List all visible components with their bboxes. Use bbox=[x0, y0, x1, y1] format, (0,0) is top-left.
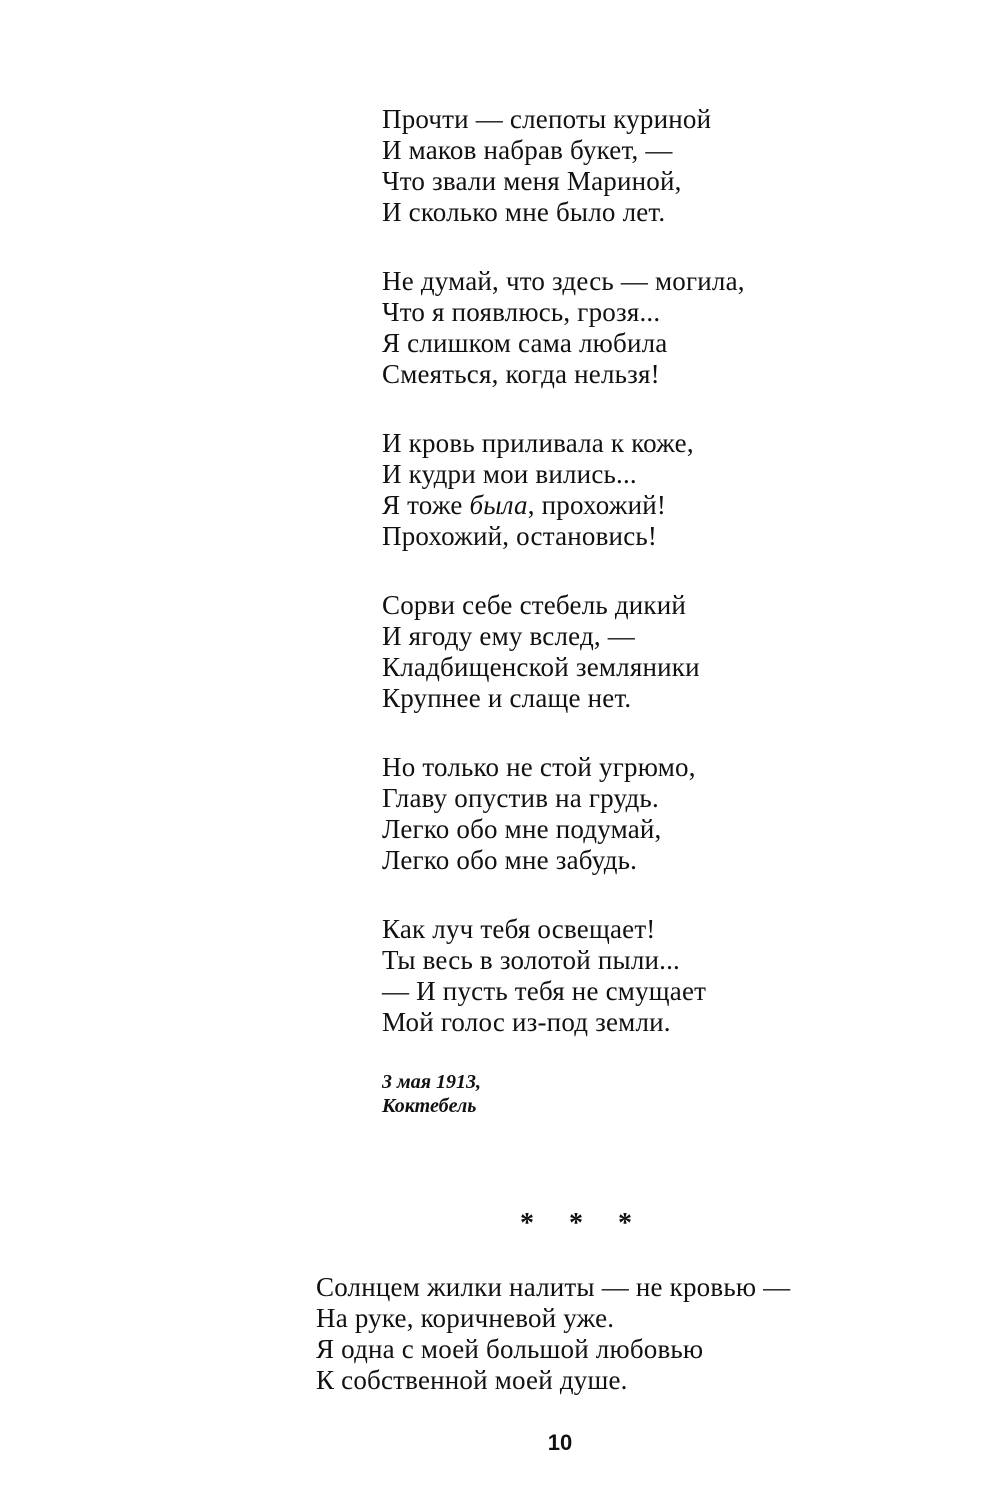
poem-solntsem bbox=[316, 1272, 936, 1396]
poem-date: 3 мая 1913, bbox=[382, 1071, 482, 1093]
poem-line: Легко обо мне подумай, bbox=[382, 814, 662, 844]
poem-line: Что я появлюсь, грозя... bbox=[382, 297, 661, 327]
stanza-5 bbox=[382, 752, 902, 876]
stanza-2 bbox=[382, 266, 902, 390]
poem-line: Сорви себе стебель дикий bbox=[382, 590, 687, 620]
poem-dateline bbox=[382, 1070, 902, 1118]
poem-line-with-italic bbox=[382, 490, 902, 521]
asterism-separator: * * * bbox=[520, 1208, 646, 1239]
poem-line: Но только не стой угрюмо, bbox=[382, 752, 696, 782]
poem-line: Я одна с моей большой любовью bbox=[316, 1334, 704, 1364]
poem-line: Смеяться, когда нельзя! bbox=[382, 359, 660, 389]
stanza-1 bbox=[382, 104, 902, 228]
stanza-6 bbox=[382, 914, 902, 1038]
stanza-3 bbox=[382, 428, 902, 552]
poem-line: И кровь приливала к коже, bbox=[382, 428, 694, 458]
poem-line: Как луч тебя освещает! bbox=[382, 914, 656, 944]
poem-line: Мой голос из-под земли. bbox=[382, 1007, 671, 1037]
poem-line: Солнцем жилки налиты — не кровью — bbox=[316, 1272, 791, 1302]
poem-line: Прохожий, остановись! bbox=[382, 521, 658, 551]
poem-line: И кудри мои вились... bbox=[382, 459, 637, 489]
poem-line: На руке, коричневой уже. bbox=[316, 1303, 615, 1333]
poem-line: И сколько мне было лет. bbox=[382, 197, 666, 227]
poem-line: К собственной моей душе. bbox=[316, 1365, 628, 1395]
poem-line: Что звали меня Мариной, bbox=[382, 166, 682, 196]
poem-line: Не думай, что здесь — могила, bbox=[382, 266, 745, 296]
page-number: 10 bbox=[547, 1430, 573, 1455]
italic-word: была bbox=[469, 490, 528, 520]
poem-line: Легко обо мне забудь. bbox=[382, 845, 638, 875]
poem-line-part: Я тоже bbox=[382, 490, 470, 520]
poem-line: Я слишком сама любила bbox=[382, 328, 668, 358]
poem-line-part: , прохожий! bbox=[527, 490, 667, 520]
poem-line: Главу опустив на грудь. bbox=[382, 783, 659, 813]
poem-line: Крупнее и слаще нет. bbox=[382, 683, 632, 713]
stanza-4 bbox=[382, 590, 902, 714]
poem-line: Кладбищенской земляники bbox=[382, 652, 700, 682]
poem-line: И маков набрав букет, — bbox=[382, 135, 673, 165]
poem-place: Коктебель bbox=[382, 1095, 477, 1117]
poem-prochti bbox=[382, 104, 902, 1118]
poem-line: — И пусть тебя не смущает bbox=[382, 976, 707, 1006]
poem-line: Ты весь в золотой пыли... bbox=[382, 945, 681, 975]
poem-line: И ягоду ему вслед, — bbox=[382, 621, 636, 651]
poem-line: Прочти — слепоты куриной bbox=[382, 104, 712, 134]
